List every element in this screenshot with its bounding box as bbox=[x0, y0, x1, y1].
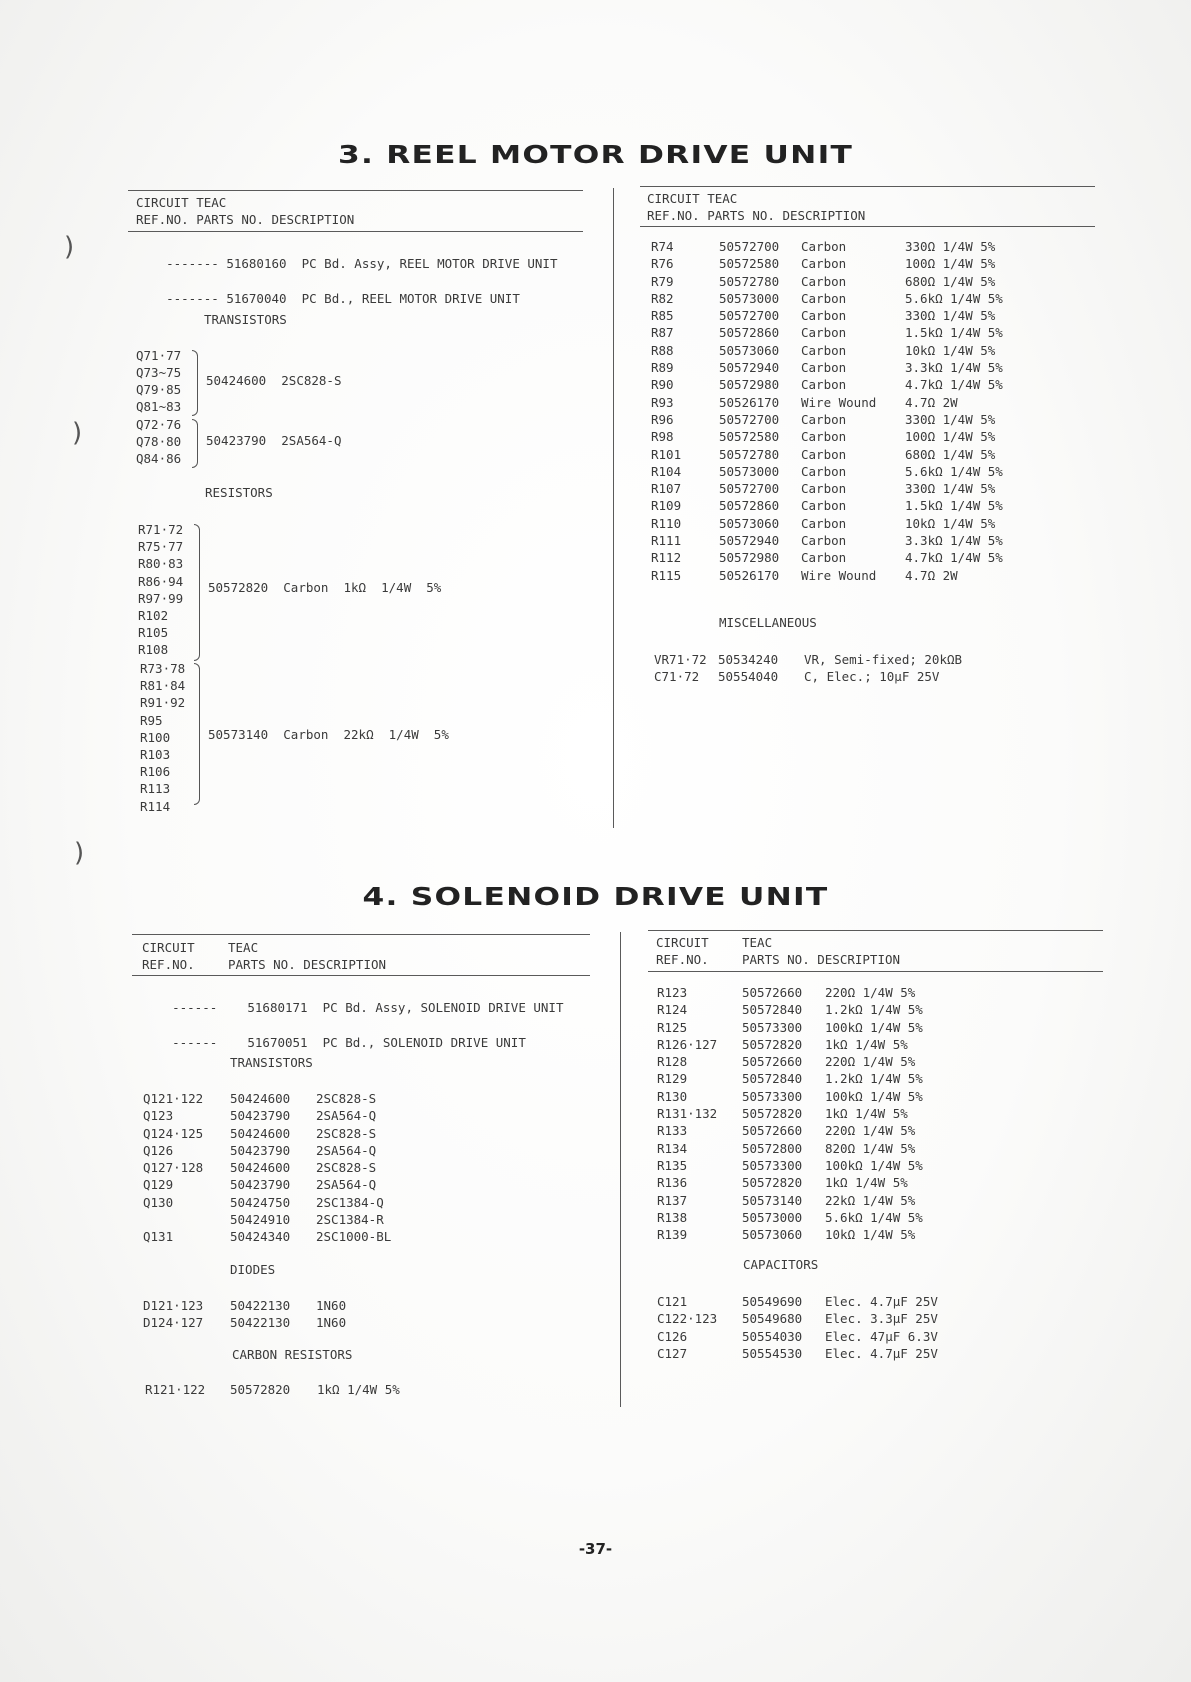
ref-cell: Q131 bbox=[143, 1229, 174, 1245]
ref-cell: Q81~83 bbox=[136, 399, 182, 414]
ref-cell: R114 bbox=[140, 798, 171, 814]
part-cell: 50572700 bbox=[719, 308, 780, 324]
ref-cell: R76 bbox=[651, 256, 674, 272]
desc-cell: Carbon bbox=[801, 308, 847, 324]
ref-cell: ------ bbox=[172, 1035, 218, 1050]
page-number: -37- bbox=[578, 1540, 613, 1558]
value-cell: 680Ω 1/4W 5% bbox=[905, 273, 996, 289]
desc-cell: Carbon bbox=[801, 498, 847, 514]
group-brace bbox=[194, 663, 200, 805]
desc-cell: Carbon bbox=[801, 533, 847, 549]
ref-cell: R75·77 bbox=[138, 539, 184, 555]
ref-cell: Q127·128 bbox=[143, 1160, 204, 1176]
part-cell: 50572980 bbox=[719, 377, 780, 393]
desc-cell: 1.2kΩ 1/4W 5% bbox=[825, 1071, 923, 1087]
transistors-heading: TRANSISTORS bbox=[204, 312, 287, 327]
part-cell: 50573300 bbox=[742, 1157, 803, 1173]
part-cell: 50423790 bbox=[206, 433, 267, 448]
header-refno: REF.NO. bbox=[656, 952, 709, 967]
ref-cell: R112 bbox=[651, 550, 682, 566]
ref-cell: Q79·85 bbox=[136, 382, 182, 397]
value-cell: 330Ω 1/4W 5% bbox=[905, 481, 996, 497]
desc-cell: PC Bd., REEL MOTOR DRIVE UNIT bbox=[301, 291, 520, 306]
ref-cell: Q121·122 bbox=[143, 1091, 204, 1106]
ref-cell: R73·78 bbox=[140, 661, 186, 676]
desc-cell: 10kΩ 1/4W 5% bbox=[825, 1227, 916, 1243]
margin-mark: ) bbox=[64, 232, 75, 262]
value-cell: 1.5kΩ 1/4W 5% bbox=[905, 325, 1003, 341]
ref-cell: R88 bbox=[651, 342, 674, 358]
part-cell: 50554530 bbox=[742, 1345, 803, 1361]
ref-cell: Q126 bbox=[143, 1142, 174, 1158]
ref-cell: R124 bbox=[657, 1002, 688, 1018]
diodes-heading: DIODES bbox=[230, 1262, 276, 1277]
desc-cell: Carbon 1kΩ 1/4W 5% bbox=[283, 580, 442, 595]
desc-cell: Carbon bbox=[801, 481, 847, 497]
part-cell: 50572820 bbox=[742, 1106, 803, 1122]
desc-cell: 2SA564-Q bbox=[316, 1108, 377, 1124]
part-cell: 50423790 bbox=[230, 1142, 291, 1158]
ref-cell: R104 bbox=[651, 463, 682, 479]
ref-cell: Q84·86 bbox=[136, 451, 182, 466]
part-cell: 50424600 bbox=[230, 1160, 291, 1176]
board-row bbox=[142, 1020, 526, 1065]
desc-cell: VR, Semi-fixed; 20kΩB bbox=[804, 652, 963, 667]
transistor-group1-refs bbox=[136, 347, 181, 415]
desc-cell: Carbon bbox=[801, 342, 847, 358]
desc-cell: Carbon bbox=[801, 290, 847, 306]
value-cell: 100Ω 1/4W 5% bbox=[905, 256, 996, 272]
capacitors-heading: CAPACITORS bbox=[743, 1257, 819, 1272]
ref-cell: R74 bbox=[651, 239, 674, 254]
desc-cell: Carbon bbox=[801, 360, 847, 376]
carbon-resistors-heading: CARBON RESISTORS bbox=[232, 1347, 353, 1362]
part-cell: 50424600 bbox=[230, 1125, 291, 1141]
ref-cell: R128 bbox=[657, 1054, 688, 1070]
value-cell: 100Ω 1/4W 5% bbox=[905, 429, 996, 445]
desc-cell: 100kΩ 1/4W 5% bbox=[825, 1157, 923, 1173]
ref-cell: R108 bbox=[138, 642, 169, 658]
part-cell: 50549680 bbox=[742, 1311, 803, 1327]
value-cell: 3.3kΩ 1/4W 5% bbox=[905, 360, 1003, 376]
part-cell: 50572700 bbox=[719, 239, 780, 254]
ref-cell: C122·123 bbox=[657, 1311, 718, 1327]
ref-cell: R130 bbox=[657, 1088, 688, 1104]
transistors-heading: TRANSISTORS bbox=[230, 1055, 313, 1070]
header-circuit-teac: CIRCUIT TEAC bbox=[136, 195, 227, 210]
desc-cell: Elec. 4.7μF 25V bbox=[825, 1294, 938, 1309]
desc-cell: Carbon bbox=[801, 429, 847, 445]
part-cell: 50423790 bbox=[230, 1177, 291, 1193]
group-brace bbox=[192, 350, 198, 416]
misc-heading: MISCELLANEOUS bbox=[719, 615, 817, 630]
column-divider bbox=[620, 932, 621, 1407]
ref-cell: Q73~75 bbox=[136, 365, 182, 380]
ref-cell: R109 bbox=[651, 498, 682, 514]
desc-cell: Carbon bbox=[801, 463, 847, 479]
value-cell: 5.6kΩ 1/4W 5% bbox=[905, 463, 1003, 479]
part-cell: 50573140 bbox=[208, 727, 269, 742]
desc-cell: 820Ω 1/4W 5% bbox=[825, 1140, 916, 1156]
ref-cell: R102 bbox=[138, 608, 169, 624]
value-cell: 5.6kΩ 1/4W 5% bbox=[905, 290, 1003, 306]
ref-cell: D124·127 bbox=[143, 1315, 204, 1331]
desc-cell: 1N60 bbox=[316, 1315, 347, 1331]
ref-cell: R110 bbox=[651, 515, 682, 531]
ref-cell: VR71·72 bbox=[654, 652, 707, 667]
ref-cell: R82 bbox=[651, 290, 674, 306]
ref-cell: R136 bbox=[657, 1175, 688, 1191]
part-cell: 50572860 bbox=[719, 498, 780, 514]
desc-cell: 1kΩ 1/4W 5% bbox=[317, 1382, 400, 1397]
part-cell: 50573000 bbox=[719, 463, 780, 479]
desc-cell: 1kΩ 1/4W 5% bbox=[825, 1175, 908, 1191]
header-teac: TEAC bbox=[228, 940, 259, 955]
ref-cell: D121·123 bbox=[143, 1298, 204, 1313]
ref-cell: Q130 bbox=[143, 1194, 174, 1210]
ref-cell: Q78·80 bbox=[136, 434, 182, 449]
ref-cell: Q71·77 bbox=[136, 348, 182, 363]
margin-mark: ) bbox=[74, 838, 85, 868]
part-cell: 50424340 bbox=[230, 1229, 291, 1245]
header-bottom-rule bbox=[648, 971, 1103, 972]
section-title-solenoid: 4. SOLENOID DRIVE UNIT bbox=[362, 882, 829, 911]
ref-cell: R90 bbox=[651, 377, 674, 393]
desc-cell: Carbon bbox=[801, 256, 847, 272]
ref-cell: R123 bbox=[657, 985, 688, 1000]
table-top-rule bbox=[128, 190, 583, 191]
part-cell: 50573060 bbox=[742, 1227, 803, 1243]
transistor-group2-row bbox=[206, 433, 342, 448]
ref-cell: R133 bbox=[657, 1123, 688, 1139]
ref-cell: R81·84 bbox=[140, 678, 186, 694]
header-circuit: CIRCUIT bbox=[142, 940, 195, 955]
part-cell: 50572820 bbox=[208, 580, 269, 595]
value-cell: 330Ω 1/4W 5% bbox=[905, 411, 996, 427]
table-top-rule bbox=[648, 930, 1103, 931]
desc-cell: PC Bd. Assy, SOLENOID DRIVE UNIT bbox=[322, 1000, 564, 1015]
part-cell: 50572980 bbox=[719, 550, 780, 566]
part-cell: 50573000 bbox=[742, 1209, 803, 1225]
desc-cell: 100kΩ 1/4W 5% bbox=[825, 1019, 923, 1035]
ref-cell: R129 bbox=[657, 1071, 688, 1087]
ref-cell: R106 bbox=[140, 764, 171, 780]
header-bottom-rule bbox=[132, 975, 590, 976]
part-cell: 50573300 bbox=[742, 1019, 803, 1035]
desc-cell: 2SC828-S bbox=[316, 1091, 377, 1106]
part-cell: 50573060 bbox=[719, 342, 780, 358]
value-cell: 4.7kΩ 1/4W 5% bbox=[905, 377, 1003, 393]
part-cell: 50572660 bbox=[742, 1123, 803, 1139]
ref-cell: R97·99 bbox=[138, 590, 184, 606]
desc-cell: Elec. 4.7μF 25V bbox=[825, 1345, 938, 1361]
value-cell: 330Ω 1/4W 5% bbox=[905, 308, 996, 324]
transistor-group1-row bbox=[206, 373, 342, 388]
transistor-group2-refs bbox=[136, 416, 181, 467]
ref-cell: R86·94 bbox=[138, 573, 184, 589]
part-cell: 50572580 bbox=[719, 429, 780, 445]
part-cell: 50573140 bbox=[742, 1192, 803, 1208]
desc-cell: 2SC828-S bbox=[316, 1125, 377, 1141]
desc-cell: Carbon bbox=[801, 239, 847, 254]
header-circuit: CIRCUIT bbox=[656, 935, 709, 950]
column-divider bbox=[613, 188, 614, 828]
ref-cell: R137 bbox=[657, 1192, 688, 1208]
value-cell: 4.7Ω 2W bbox=[905, 567, 958, 583]
ref-cell: R105 bbox=[138, 625, 169, 641]
value-cell: 4.7kΩ 1/4W 5% bbox=[905, 550, 1003, 566]
part-cell: 50572660 bbox=[742, 1054, 803, 1070]
ref-cell: R103 bbox=[140, 747, 171, 763]
ref-cell: ------- bbox=[166, 291, 219, 306]
ref-cell: R111 bbox=[651, 533, 682, 549]
desc-cell: Carbon bbox=[801, 515, 847, 531]
ref-cell: R91·92 bbox=[140, 695, 186, 711]
ref-cell: C127 bbox=[657, 1345, 688, 1361]
ref-cell: Q129 bbox=[143, 1177, 174, 1193]
part-cell: 50572700 bbox=[719, 481, 780, 497]
desc-cell: 22kΩ 1/4W 5% bbox=[825, 1192, 916, 1208]
ref-cell: R71·72 bbox=[138, 522, 184, 537]
ref-cell: R87 bbox=[651, 325, 674, 341]
desc-cell: PC Bd. Assy, REEL MOTOR DRIVE UNIT bbox=[301, 256, 558, 271]
ref-cell: R93 bbox=[651, 394, 674, 410]
ref-cell: R113 bbox=[140, 781, 171, 797]
header-parts-desc: PARTS NO. DESCRIPTION bbox=[228, 957, 387, 972]
group-brace bbox=[192, 419, 198, 468]
ref-cell: R98 bbox=[651, 429, 674, 445]
part-cell: 50572940 bbox=[719, 360, 780, 376]
resistor-group2-row bbox=[208, 727, 449, 742]
desc-cell: Carbon 22kΩ 1/4W 5% bbox=[283, 727, 449, 742]
part-cell: 50554030 bbox=[742, 1328, 803, 1344]
part-cell: 50572780 bbox=[719, 446, 780, 462]
board-row bbox=[136, 276, 520, 321]
desc-cell: 220Ω 1/4W 5% bbox=[825, 1054, 916, 1070]
resistor-group1-refs bbox=[138, 521, 183, 659]
part-cell: 50572800 bbox=[742, 1140, 803, 1156]
resistors-heading: RESISTORS bbox=[205, 485, 273, 500]
ref-cell: R100 bbox=[140, 729, 171, 745]
part-cell: 50572840 bbox=[742, 1002, 803, 1018]
desc-cell: 1N60 bbox=[316, 1298, 347, 1313]
desc-cell: Carbon bbox=[801, 446, 847, 462]
ref-cell: Q72·76 bbox=[136, 417, 182, 432]
header-parts-desc: PARTS NO. DESCRIPTION bbox=[742, 952, 901, 967]
header-bottom-rule bbox=[640, 226, 1095, 227]
part-cell: 50573300 bbox=[742, 1088, 803, 1104]
ref-cell: Q123 bbox=[143, 1108, 174, 1124]
part-cell: 50572700 bbox=[719, 411, 780, 427]
part-cell: 50549690 bbox=[742, 1294, 803, 1309]
ref-cell: ------ bbox=[172, 1000, 218, 1015]
margin-mark: ) bbox=[72, 418, 83, 448]
ref-cell: R125 bbox=[657, 1019, 688, 1035]
part-cell: 50572580 bbox=[719, 256, 780, 272]
desc-cell: Carbon bbox=[801, 550, 847, 566]
header-circuit-teac: CIRCUIT TEAC bbox=[647, 191, 738, 206]
part-cell: 50423790 bbox=[230, 1108, 291, 1124]
ref-cell: C71·72 bbox=[654, 669, 700, 685]
ref-cell: R135 bbox=[657, 1157, 688, 1173]
part-cell: 50572820 bbox=[742, 1036, 803, 1052]
value-cell: 1.5kΩ 1/4W 5% bbox=[905, 498, 1003, 514]
desc-cell: 220Ω 1/4W 5% bbox=[825, 985, 916, 1000]
desc-cell: 2SA564-Q bbox=[316, 1177, 377, 1193]
ref-cell: R138 bbox=[657, 1209, 688, 1225]
ref-cell: R115 bbox=[651, 567, 682, 583]
ref-cell: R95 bbox=[140, 712, 163, 728]
part-cell: 51670040 bbox=[226, 291, 287, 306]
part-cell: 50572860 bbox=[719, 325, 780, 341]
part-cell: 51670051 bbox=[247, 1035, 308, 1050]
part-cell: 50526170 bbox=[719, 567, 780, 583]
header-refno-parts: REF.NO. PARTS NO. DESCRIPTION bbox=[647, 208, 866, 223]
resistor-group2-refs bbox=[140, 660, 185, 815]
desc-cell: 1kΩ 1/4W 5% bbox=[825, 1036, 908, 1052]
ref-cell: R126·127 bbox=[657, 1036, 718, 1052]
ref-cell: C121 bbox=[657, 1294, 688, 1309]
group-brace bbox=[194, 524, 200, 661]
part-cell: 50572940 bbox=[719, 533, 780, 549]
desc-cell: PC Bd., SOLENOID DRIVE UNIT bbox=[322, 1035, 526, 1050]
header-bottom-rule bbox=[128, 231, 583, 232]
ref-cell: R134 bbox=[657, 1140, 688, 1156]
header-refno: REF.NO. bbox=[142, 957, 195, 972]
table-top-rule bbox=[640, 186, 1095, 187]
desc-cell: 2SA564-Q bbox=[316, 1142, 377, 1158]
header-refno-parts: REF.NO. PARTS NO. DESCRIPTION bbox=[136, 212, 355, 227]
part-cell: 50572820 bbox=[230, 1382, 291, 1397]
part-cell: 50526170 bbox=[719, 394, 780, 410]
desc-cell: Elec. 47μF 6.3V bbox=[825, 1328, 938, 1344]
ref-cell: C126 bbox=[657, 1328, 688, 1344]
ref-cell: R131·132 bbox=[657, 1106, 718, 1122]
ref-cell: Q124·125 bbox=[143, 1125, 204, 1141]
desc-cell: Carbon bbox=[801, 325, 847, 341]
header-teac: TEAC bbox=[742, 935, 773, 950]
desc-cell: 2SA564-Q bbox=[281, 433, 342, 448]
part-cell: 51680160 bbox=[226, 256, 287, 271]
ref-cell: R121·122 bbox=[145, 1382, 206, 1397]
ref-cell: R80·83 bbox=[138, 556, 184, 572]
desc-cell: 1kΩ 1/4W 5% bbox=[825, 1106, 908, 1122]
table-top-rule bbox=[132, 934, 590, 935]
desc-cell: Carbon bbox=[801, 411, 847, 427]
part-cell: 51680171 bbox=[247, 1000, 308, 1015]
part-cell: 50572840 bbox=[742, 1071, 803, 1087]
desc-cell: 1.2kΩ 1/4W 5% bbox=[825, 1002, 923, 1018]
desc-cell: Carbon bbox=[801, 377, 847, 393]
part-cell: 50424600 bbox=[230, 1091, 291, 1106]
resistor-group1-row bbox=[208, 580, 441, 595]
desc-cell: Wire Wound bbox=[801, 394, 877, 410]
value-cell: 10kΩ 1/4W 5% bbox=[905, 515, 996, 531]
part-cell: 50573060 bbox=[719, 515, 780, 531]
value-cell: 10kΩ 1/4W 5% bbox=[905, 342, 996, 358]
desc-cell: Carbon bbox=[801, 273, 847, 289]
value-cell: 330Ω 1/4W 5% bbox=[905, 239, 996, 254]
part-cell: 50572820 bbox=[742, 1175, 803, 1191]
part-cell: 50554040 bbox=[718, 669, 779, 685]
part-cell: 50424600 bbox=[206, 373, 267, 388]
desc-cell: 100kΩ 1/4W 5% bbox=[825, 1088, 923, 1104]
desc-cell: C, Elec.; 10μF 25V bbox=[804, 669, 940, 685]
desc-cell: 2SC828-S bbox=[281, 373, 342, 388]
ref-cell: ------- bbox=[166, 256, 219, 271]
desc-cell: Elec. 3.3μF 25V bbox=[825, 1311, 938, 1327]
ref-cell: R139 bbox=[657, 1227, 688, 1243]
desc-cell: 220Ω 1/4W 5% bbox=[825, 1123, 916, 1139]
value-cell: 4.7Ω 2W bbox=[905, 394, 958, 410]
part-cell: 50424910 bbox=[230, 1212, 291, 1228]
value-cell: 680Ω 1/4W 5% bbox=[905, 446, 996, 462]
desc-cell: Wire Wound bbox=[801, 567, 877, 583]
desc-cell: 2SC1000-BL bbox=[316, 1229, 392, 1245]
ref-cell: R85 bbox=[651, 308, 674, 324]
section-title-reel-motor: 3. REEL MOTOR DRIVE UNIT bbox=[337, 140, 854, 169]
part-cell: 50572780 bbox=[719, 273, 780, 289]
desc-cell: 2SC1384-Q bbox=[316, 1194, 384, 1210]
part-cell: 50534240 bbox=[718, 652, 779, 667]
ref-cell: R89 bbox=[651, 360, 674, 376]
ref-cell: R101 bbox=[651, 446, 682, 462]
part-cell: 50422130 bbox=[230, 1298, 291, 1313]
desc-cell: 5.6kΩ 1/4W 5% bbox=[825, 1209, 923, 1225]
value-cell: 3.3kΩ 1/4W 5% bbox=[905, 533, 1003, 549]
ref-cell: R79 bbox=[651, 273, 674, 289]
part-cell: 50424750 bbox=[230, 1194, 291, 1210]
part-cell: 50572660 bbox=[742, 985, 803, 1000]
desc-cell: 2SC1384-R bbox=[316, 1212, 384, 1228]
ref-cell: R96 bbox=[651, 411, 674, 427]
desc-cell: 2SC828-S bbox=[316, 1160, 377, 1176]
ref-cell: R107 bbox=[651, 481, 682, 497]
part-cell: 50573000 bbox=[719, 290, 780, 306]
part-cell: 50422130 bbox=[230, 1315, 291, 1331]
